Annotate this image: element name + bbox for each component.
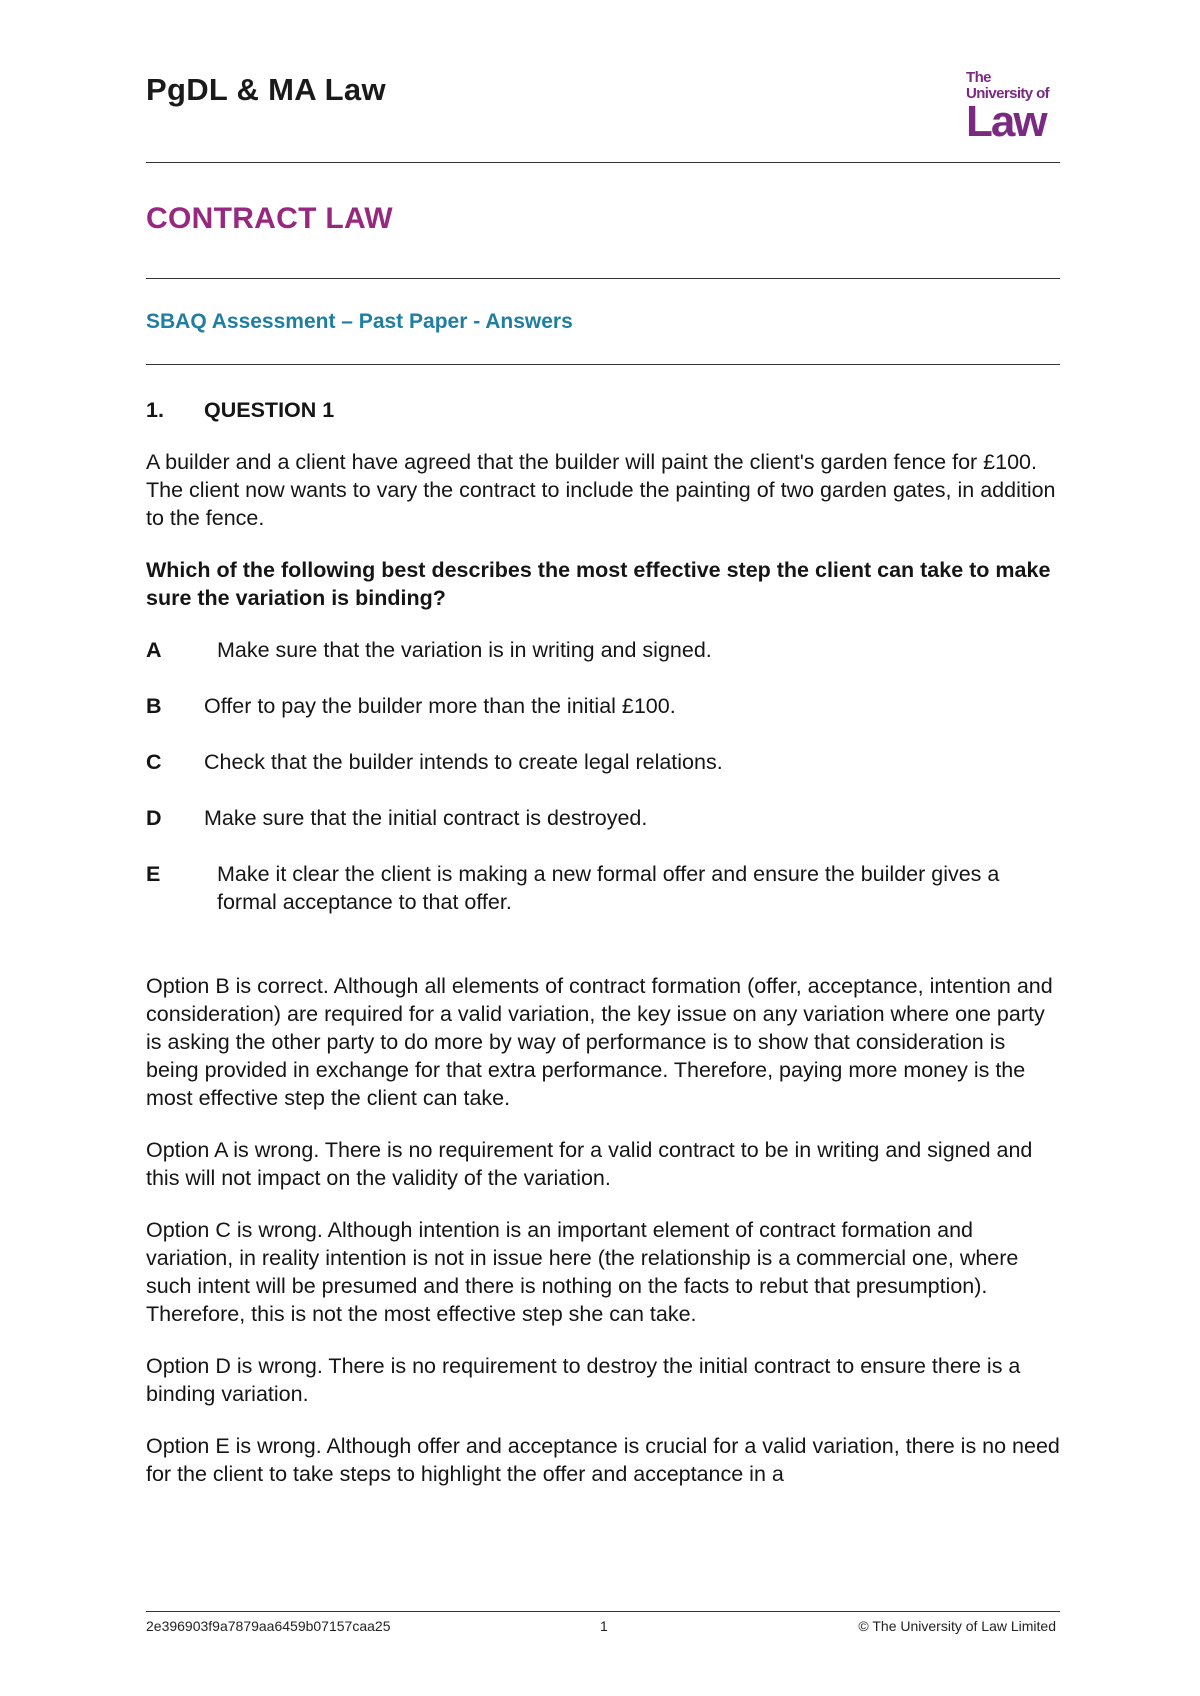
option-d (146, 804, 1062, 832)
answer-explanation: Option D is wrong. There is no requirement to destroy the initial contract to ensure there is a binding variation. (146, 1354, 1021, 1406)
answer-explanation: Option B is correct. Although all elements of contract formation (offer, acceptance, intention and consideration) are required for a valid variation, the key issue on any variation where one party is asking the other party to do more by way of performance is to show that consideration is being provided in exchange for that extra performance. Therefore, paying more money is the most effective step the client can take. (146, 974, 1053, 1110)
question-content (146, 396, 1062, 1512)
question-scenario: A builder and a client have agreed that the builder will paint the client's garden fence for £100. The client now wants to vary the contract to include the painting of two garden gates, in addition to the fence. (146, 450, 1056, 530)
question-heading-text: QUESTION 1 (204, 398, 335, 422)
logo-line-1: The (966, 69, 991, 86)
page-number: 1 (600, 1618, 608, 1634)
document-title: CONTRACT LAW (146, 202, 393, 235)
logo-line-2: University of (966, 85, 1050, 102)
answer-explanation: Option C is wrong. Although intention is an important element of contract formation and variation, in reality intention is not in issue here (the relationship is a commercial one, where such intent will be presumed and there is nothing on the facts to rebut that presumption). Therefore, this is not the most effective step she can take. (146, 1218, 1019, 1326)
answer-explanation: Option E is wrong. Although offer and acceptance is crucial for a valid variation, there is no need for the client to take steps to highlight the offer and acceptance in a (146, 1434, 1060, 1486)
option-letter: A (146, 638, 162, 662)
divider (146, 162, 1060, 163)
question-prompt: Which of the following best describes the most effective step the client can take to make sure the variation is binding? (146, 558, 1051, 610)
option-text: Offer to pay the builder more than the initial £100. (204, 694, 676, 718)
option-text: Make sure that the variation is in writing and signed. (217, 638, 712, 662)
page-footer (146, 1618, 1060, 1640)
option-letter: D (146, 806, 162, 830)
footer-divider (146, 1611, 1060, 1612)
option-e (146, 860, 1062, 916)
university-logo (966, 70, 1062, 146)
option-letter: E (146, 862, 161, 886)
question-heading (146, 396, 1062, 424)
option-letter: B (146, 694, 162, 718)
option-b (146, 692, 1062, 720)
option-text: Make it clear the client is making a new formal offer and ensure the builder gives a formal acceptance to that offer. (217, 862, 1000, 914)
option-text: Check that the builder intends to create legal relations. (204, 750, 723, 774)
question-number: 1. (146, 398, 164, 422)
copyright-notice: © The University of Law Limited (858, 1618, 1056, 1634)
divider (146, 364, 1060, 365)
divider (146, 278, 1060, 279)
option-c (146, 748, 1062, 776)
answer-explanation: Option A is wrong. There is no requirement for a valid contract to be in writing and signed and this will not impact on the validity of the variation. (146, 1138, 1033, 1190)
document-subtitle: SBAQ Assessment – Past Paper - Answers (146, 310, 573, 333)
document-reference: 2e396903f9a7879aa6459b07157caa25 (146, 1618, 391, 1634)
option-text: Make sure that the initial contract is destroyed. (204, 806, 648, 830)
header-title: PgDL & MA Law (146, 72, 386, 107)
option-a (146, 636, 1062, 664)
logo-line-3: Law (966, 97, 1046, 146)
option-letter: C (146, 750, 162, 774)
